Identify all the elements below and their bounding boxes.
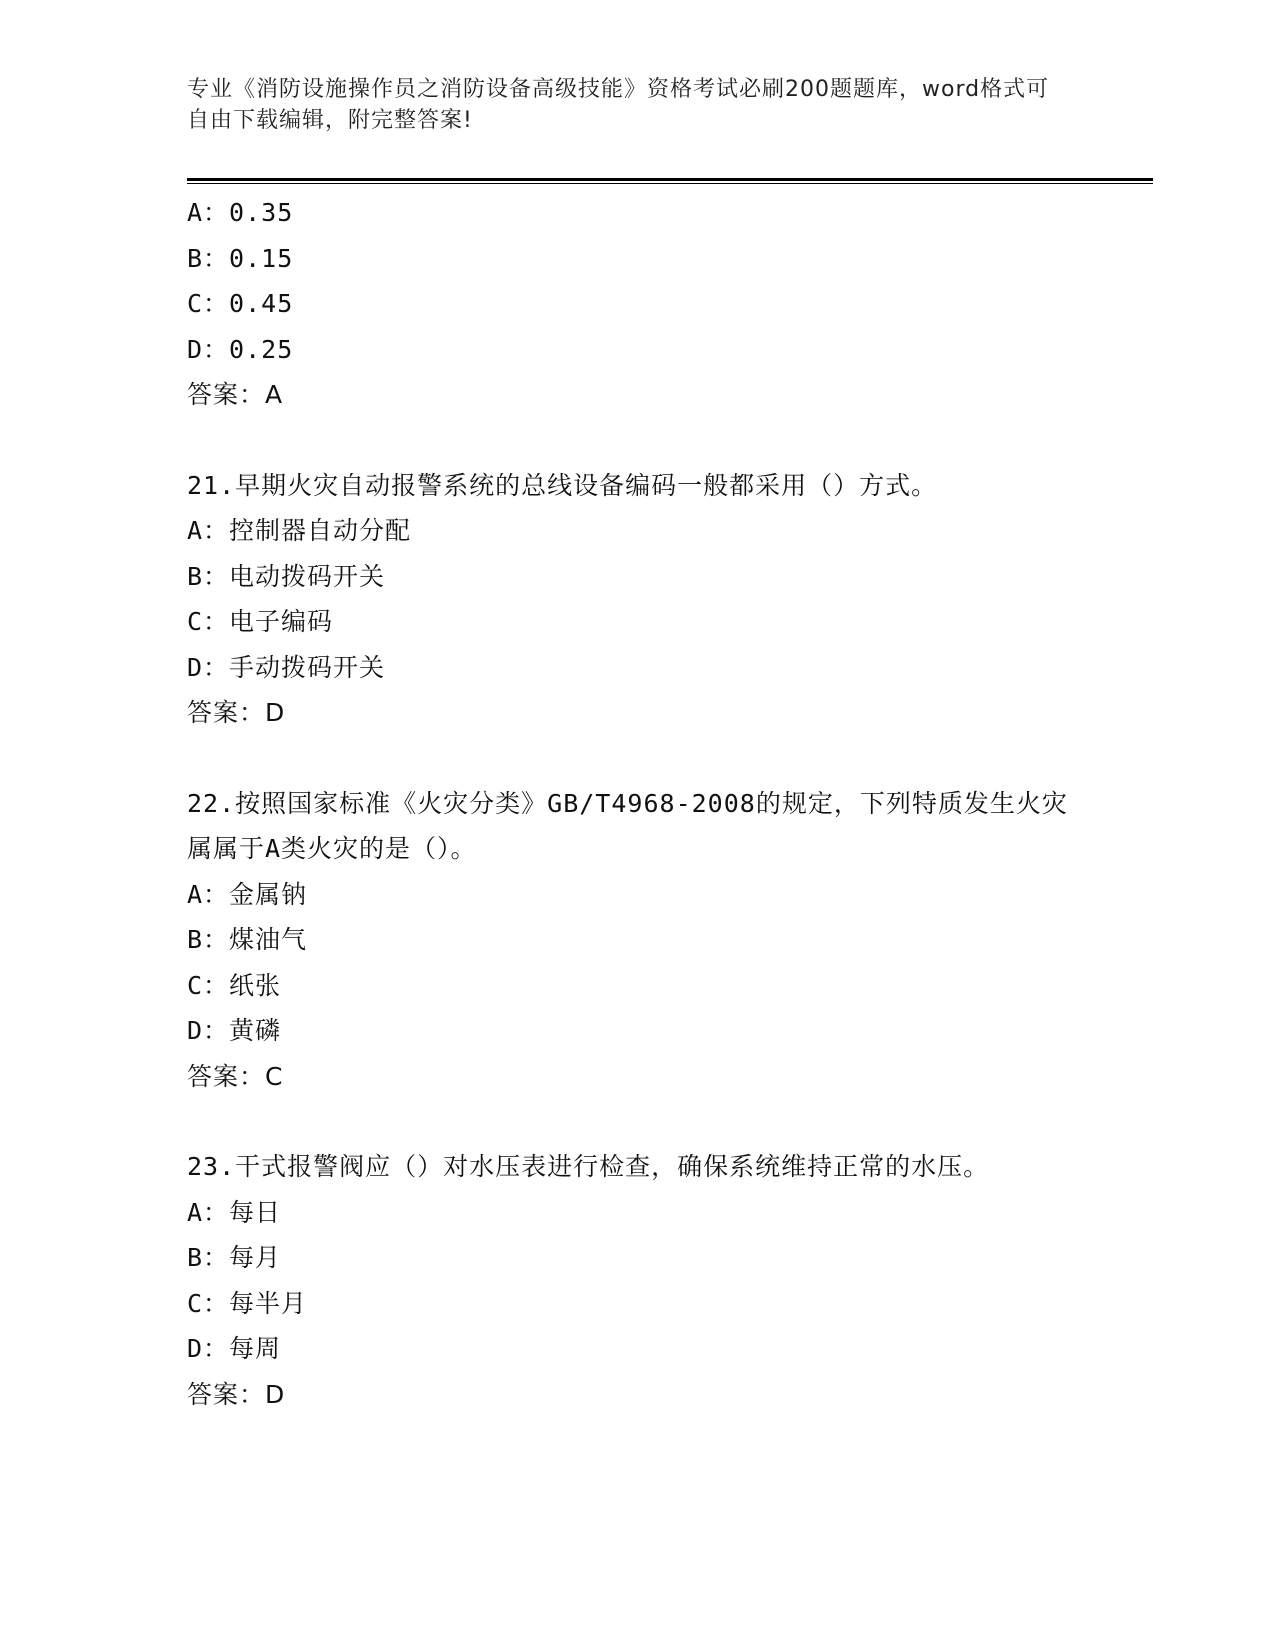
option-a: A：控制器自动分配 <box>187 516 412 545</box>
answer-line: 答案：D <box>187 1379 286 1409</box>
answer-line: 答案：A <box>187 380 284 409</box>
option-c: C：电子编码 <box>187 607 334 636</box>
option-d: D：黄磷 <box>187 1016 282 1045</box>
option-d: D：每周 <box>187 1334 282 1363</box>
question-stem: 22.按照国家标准《火灾分类》GB/T4968-2008的规定，下列特质发生火灾属属于A类火灾的是（）。 <box>187 788 1068 863</box>
option-b: B：煤油气 <box>187 925 308 954</box>
answer-line: 答案：C <box>187 1061 284 1091</box>
question-21-block <box>187 463 1087 736</box>
header-rule-thick <box>187 178 1153 181</box>
option-d: D：手动拨码开关 <box>187 652 386 682</box>
question-stem: 21.早期火灾自动报警系统的总线设备编码一般都采用（）方式。 <box>187 470 938 500</box>
option-c: C：每半月 <box>187 1288 308 1318</box>
question-22-block <box>187 781 1087 1100</box>
option-a: A：金属钠 <box>187 879 308 909</box>
option-c: C：纸张 <box>187 970 282 1000</box>
question-23-block <box>187 1144 1087 1417</box>
question-list <box>187 190 1087 1417</box>
option-b: B：每月 <box>187 1243 282 1272</box>
option-a: A：0.35 <box>187 198 294 227</box>
option-d: D：0.25 <box>187 334 294 364</box>
header-rule-thin <box>187 183 1153 184</box>
option-b: B：0.15 <box>187 243 294 273</box>
document-header: 专业《消防设施操作员之消防设备高级技能》资格考试必刷200题题库，word格式可自由下载编辑，附完整答案! <box>187 77 1050 133</box>
option-c: C：0.45 <box>187 289 294 318</box>
prev-question-block <box>187 190 1087 418</box>
option-b: B：电动拨码开关 <box>187 561 386 591</box>
answer-line: 答案：D <box>187 698 286 727</box>
question-stem: 23.干式报警阀应（）对水压表进行检查，确保系统维持正常的水压。 <box>187 1152 990 1181</box>
option-a: A：每日 <box>187 1197 282 1227</box>
